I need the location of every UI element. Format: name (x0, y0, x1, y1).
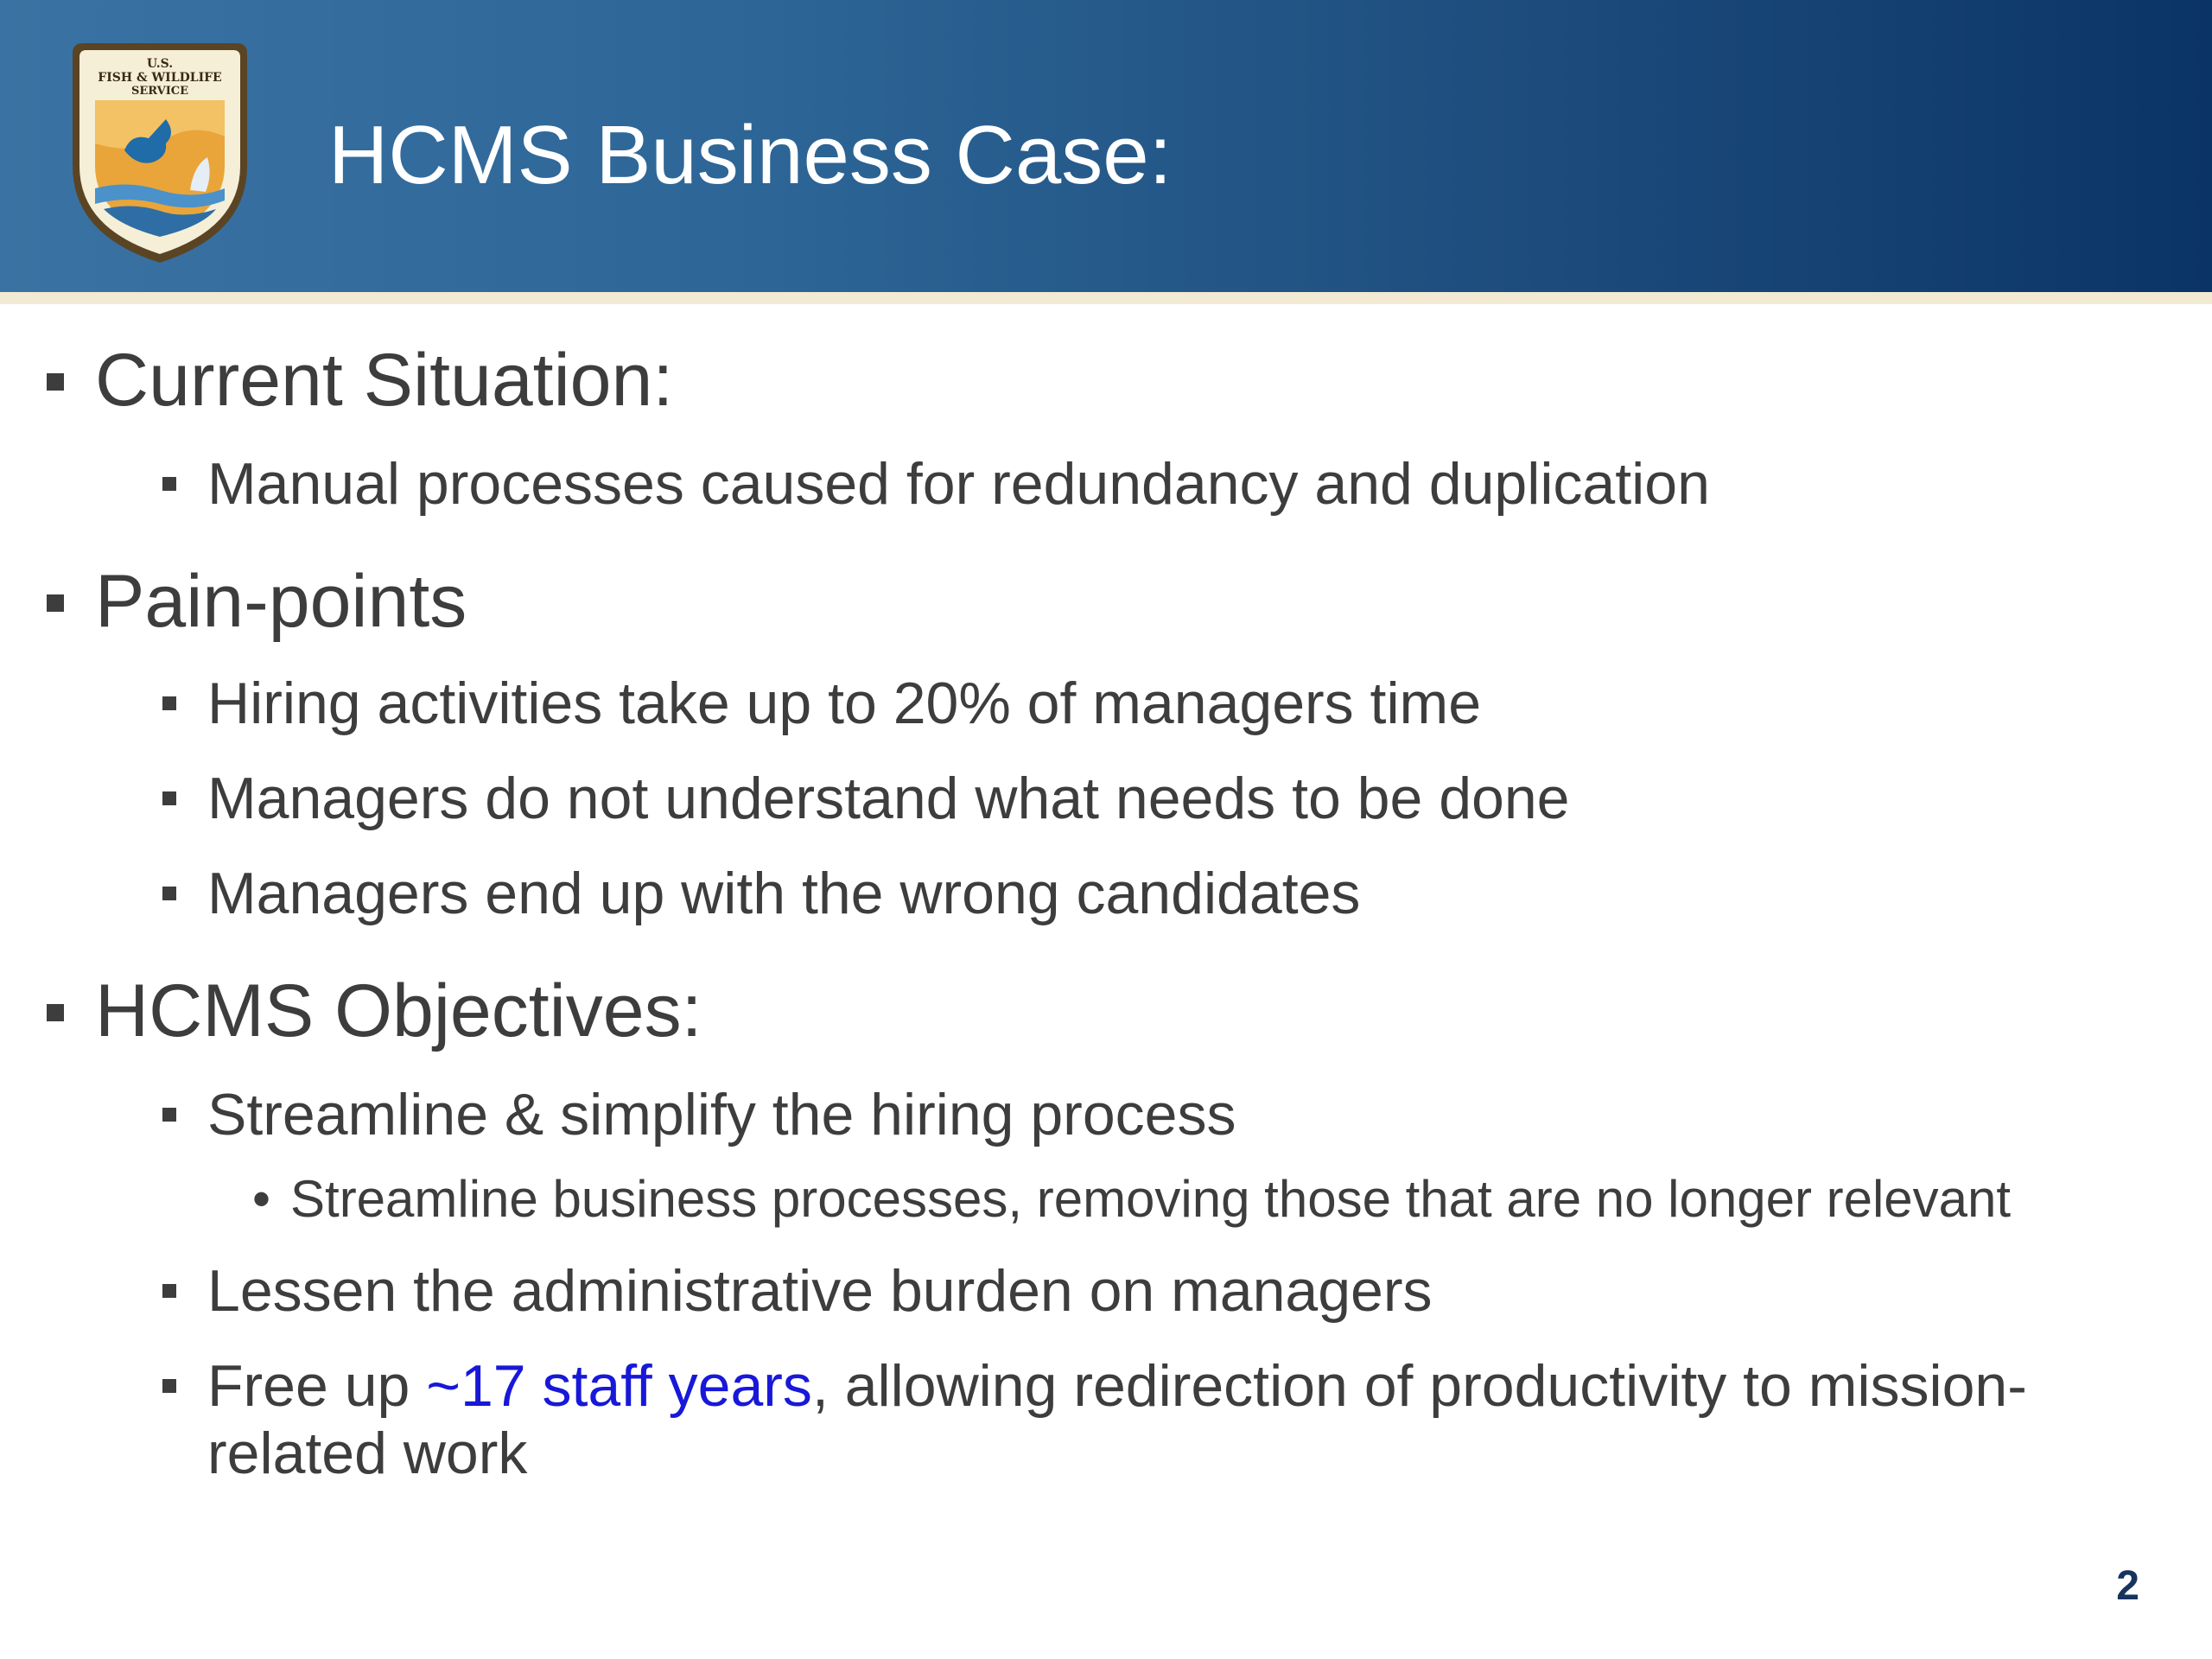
logo-text-line1: U.S. (146, 57, 174, 71)
square-bullet-icon (162, 1379, 176, 1393)
bullet-pain-points (95, 558, 467, 645)
subbullet-hiring-activities (207, 669, 1481, 738)
subbullet-free-up-staff (207, 1351, 2027, 1421)
subbullet-text: Managers end up with the wrong candidates (207, 861, 1361, 926)
logo-text-line2: FISH & WILDLIFE (98, 71, 222, 85)
square-bullet-icon (162, 887, 176, 900)
square-bullet-icon (162, 791, 176, 805)
square-bullet-icon (47, 594, 64, 612)
bullet-text: Pain-points (95, 560, 467, 643)
subbullet-text-end: , allowing redirection of productivity to mission- (811, 1353, 2027, 1419)
subbullet-wrong-candidates (207, 859, 1360, 928)
subbullet-text: Manual processes caused for redundancy and duplication (207, 451, 1710, 517)
subbullet-text: Streamline & simplify the hiring process (207, 1082, 1236, 1147)
subbullet-managers-understand (207, 764, 1569, 833)
page-number: 2 (2116, 1563, 2139, 1609)
round-bullet-icon: • (252, 1170, 271, 1228)
bullet-current-situation (95, 337, 673, 423)
staff-years-highlight: ~17 staff years (426, 1353, 812, 1419)
subbullet-text: Hiring activities take up to 20% of managers time (207, 671, 1482, 736)
subbullet-text: Managers do not understand what needs to be done (207, 766, 1570, 831)
subbullet-free-up-staff-continued (207, 1419, 527, 1488)
square-bullet-icon (162, 1108, 176, 1122)
bullet-hcms-objectives (95, 968, 702, 1054)
subbullet-text-start: Free up (207, 1353, 427, 1419)
bullet-text: HCMS Objectives: (95, 969, 702, 1052)
subbullet-text: Lessen the administrative burden on managers (207, 1258, 1433, 1324)
square-bullet-icon (162, 477, 176, 491)
subbullet-streamline-simplify (207, 1080, 1236, 1149)
subbullet-manual-processes (207, 449, 1710, 518)
square-bullet-icon (47, 373, 64, 391)
logo-text-line3: SERVICE (130, 85, 189, 98)
subbullet-lessen-burden (207, 1256, 1433, 1325)
bullet-text: Current Situation: (95, 339, 674, 422)
square-bullet-icon (162, 696, 176, 710)
subsubbullet-streamline-business (252, 1168, 2012, 1230)
square-bullet-icon (47, 1004, 64, 1021)
square-bullet-icon (162, 1284, 176, 1298)
subbullet-text-line2: related work (207, 1421, 528, 1486)
slide-title: HCMS Business Case: (328, 109, 1173, 201)
subsubbullet-text: Streamline business processes, removing those that are no longer relevant (290, 1170, 2012, 1228)
